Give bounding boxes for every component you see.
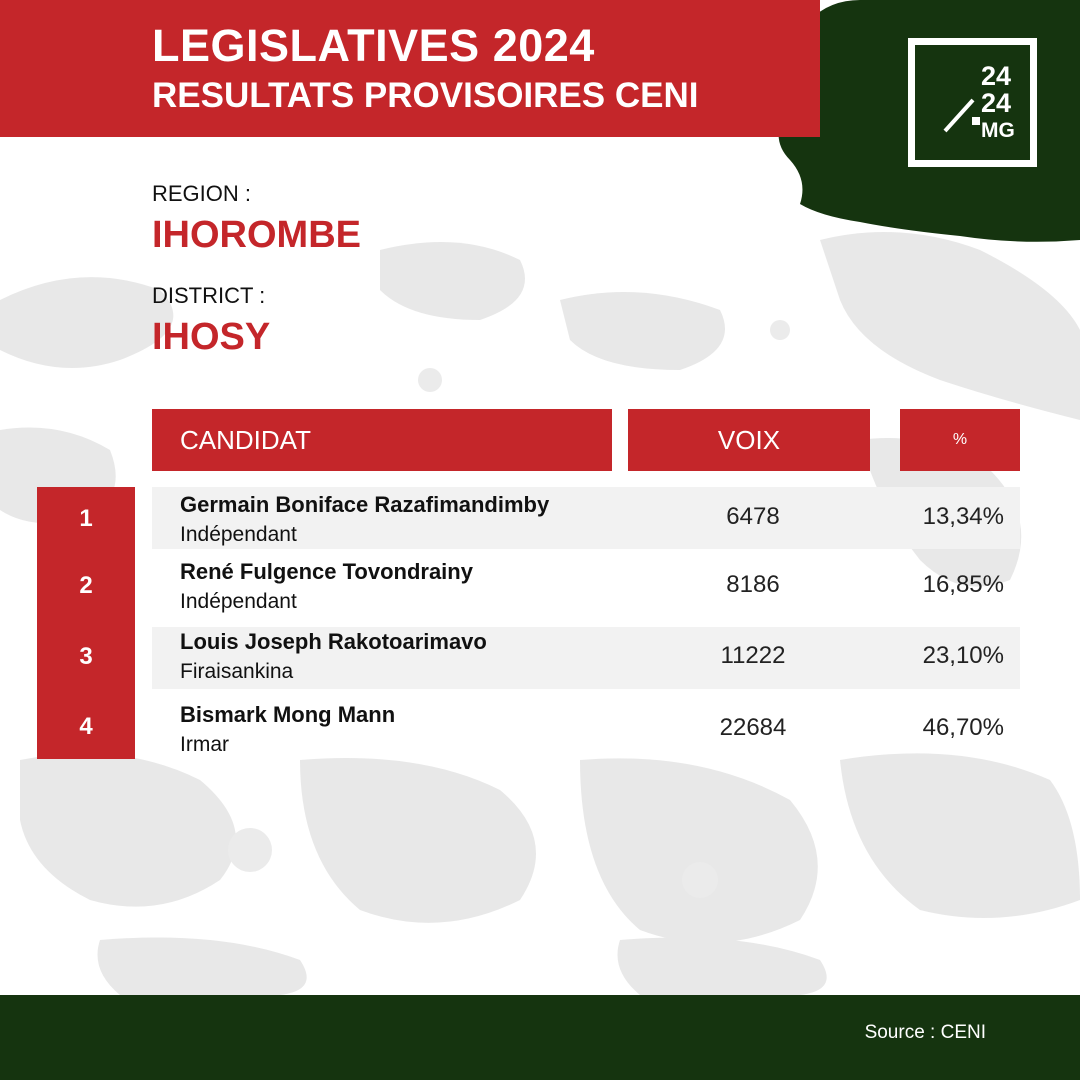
rank-number: 4 xyxy=(79,713,93,740)
brand-logo-mark xyxy=(915,45,1030,160)
header-votes: VOIX xyxy=(628,409,870,471)
region-label: REGION : xyxy=(152,181,252,206)
votes-value: 8186 xyxy=(726,571,780,598)
source-credit: Source : CENI xyxy=(864,1022,986,1043)
percent-value: 16,85% xyxy=(922,571,1004,598)
district-label: DISTRICT : xyxy=(152,283,266,308)
candidate-name: Germain Boniface Razafimandimby xyxy=(180,492,550,517)
logo-line-2: 24 xyxy=(981,88,1012,118)
candidate-party: Irmar xyxy=(180,733,229,756)
candidate-name: René Fulgence Tovondrainy xyxy=(180,559,473,584)
page-title: LEGISLATIVES 2024 xyxy=(152,20,595,71)
percent-value: 13,34% xyxy=(922,503,1004,530)
page-subtitle: RESULTATS PROVISOIRES CENI xyxy=(152,76,699,115)
logo-line-1: 24 xyxy=(981,61,1012,91)
logo-line-3: MG xyxy=(981,119,1015,142)
candidate-party: Indépendant xyxy=(180,590,297,613)
header-percent: % xyxy=(900,409,1020,471)
rank-number: 3 xyxy=(79,643,93,670)
candidate-name: Louis Joseph Rakotoarimavo xyxy=(180,629,487,654)
rank-number: 2 xyxy=(79,572,93,599)
header-candidate: CANDIDAT xyxy=(152,409,612,471)
percent-value: 46,70% xyxy=(922,714,1004,741)
percent-value: 23,10% xyxy=(922,642,1004,669)
brand-logo xyxy=(908,38,1037,167)
candidate-name: Bismark Mong Mann xyxy=(180,702,396,727)
rank-number: 1 xyxy=(79,505,93,532)
candidate-party: Indépendant xyxy=(180,523,297,546)
region-value: IHOROMBE xyxy=(152,214,361,256)
header-banner xyxy=(0,0,820,137)
votes-value: 22684 xyxy=(719,714,787,741)
district-value: IHOSY xyxy=(152,316,271,358)
candidate-party: Firaisankina xyxy=(180,660,294,683)
votes-value: 6478 xyxy=(726,503,780,530)
votes-value: 11222 xyxy=(720,642,786,669)
